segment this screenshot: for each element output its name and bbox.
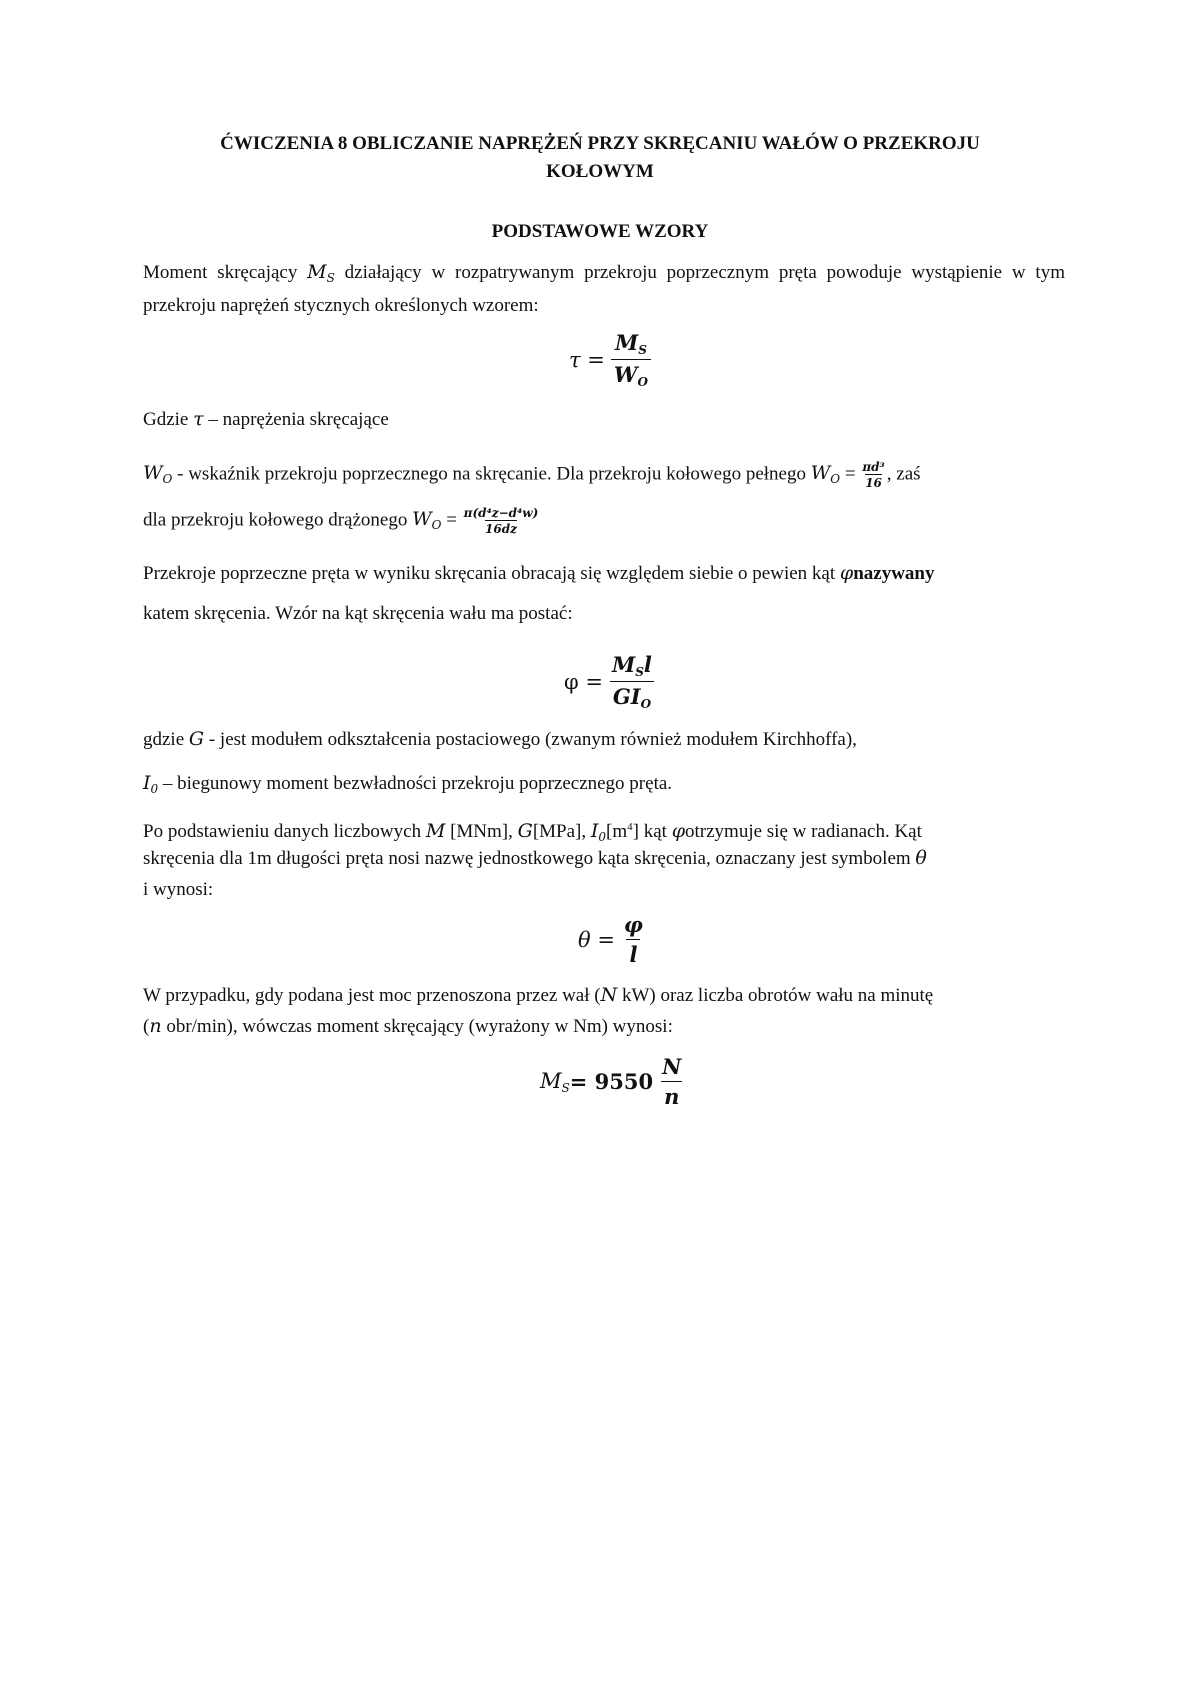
fraction-wo-hollow: $\frac{\text{π(d⁴z−d⁴w)}}{16dz}$ [463, 506, 539, 536]
equation-phi: φ = $\frac{M_Sl}{GI_O}$ [564, 652, 655, 711]
equation-tau: τ = $\frac{M_S}{W_O}$ [569, 330, 651, 389]
equation-theta: θ = $\frac{\varphi}{l}$ [578, 912, 646, 967]
wo-definition-line-2: dla przekroju kołowego drążonego $W_O$ = $\frac{\text{π(d⁴z−d⁴w)}}{16dz}$ [143, 506, 539, 536]
io-definition-line: $I_0$ – biegunowy moment bezwładności przekroju poprzecznego pręta. [143, 772, 673, 796]
przypadek-line-1: W przypadku, gdy podana jest moc przenoszona przez wał (N kW) oraz liczba obrotów wału na minutę [143, 984, 934, 1006]
przekroje-line-1: Przekroje poprzeczne pręta w wyniku skręcania obracają się względem siebie o pewien kąt φnazywany [143, 562, 935, 584]
title-line-1: ĆWICZENIA 8 OBLICZANIE NAPRĘŻEŃ PRZY SKRĘCANIU WAŁÓW O PRZEKROJU [220, 133, 980, 154]
fraction-theta: $\frac{\varphi}{l}$ [623, 912, 643, 967]
fraction-tau: $\frac{M_S}{W_O}$ [611, 330, 651, 389]
wo-definition-line-1: $W_O$ - wskaźnik przekroju poprzecznego na skręcanie. Dla przekroju kołowego pełnego $W_O$ = $\frac{\text{πd³}}{16}$ , zaś [143, 460, 921, 490]
symbol-ms: $M_S$ [307, 261, 335, 285]
fraction-ms: $\frac{N}{n}$ [662, 1054, 682, 1109]
gdzie-tau-line: Gdzie τ – naprężenia skręcające [143, 408, 389, 430]
document-title [130, 130, 1070, 186]
section-heading: PODSTAWOWE WZORY [491, 221, 709, 242]
po-podstawieniu-line-1: Po podstawieniu danych liczbowych M [MNm], G[MPa], $I_0[m^4]$ kąt φotrzymuje się w radianach. Kąt [143, 820, 922, 844]
equation-ms: $M_S$ = 9550 $\frac{N}{n}$ [540, 1054, 684, 1109]
gdzie-g-line: gdzie G - jest modułem odkształcenia postaciowego (zwanym również modułem Kirchhoffa), [143, 728, 857, 750]
fraction-phi: $\frac{M_Sl}{GI_O}$ [609, 652, 655, 711]
po-podstawieniu-line-2: skręcenia dla 1m długości pręta nosi nazwę jednostkowego kąta skręcenia, oznaczany jest symbolem θ [143, 847, 927, 869]
przekroje-line-2: katem skręcenia. Wzór na kąt skręcenia wału ma postać: [143, 603, 573, 624]
title-line-2: KOŁOWYM [546, 161, 654, 182]
po-podstawieniu-line-3: i wynosi: [143, 879, 214, 900]
fraction-wo-solid: $\frac{\text{πd³}}{16}$ [862, 460, 885, 490]
przypadek-line-2: (n obr/min), wówczas moment skręcający (wyrażony w Nm) wynosi: [143, 1015, 673, 1037]
intro-paragraph: Moment skręcający $M_S$ działający w rozpatrywanym przekroju poprzecznym pręta powoduje wystąpienie w tym przekroju naprężeń stycznych określonych wzorem: [143, 261, 1065, 316]
